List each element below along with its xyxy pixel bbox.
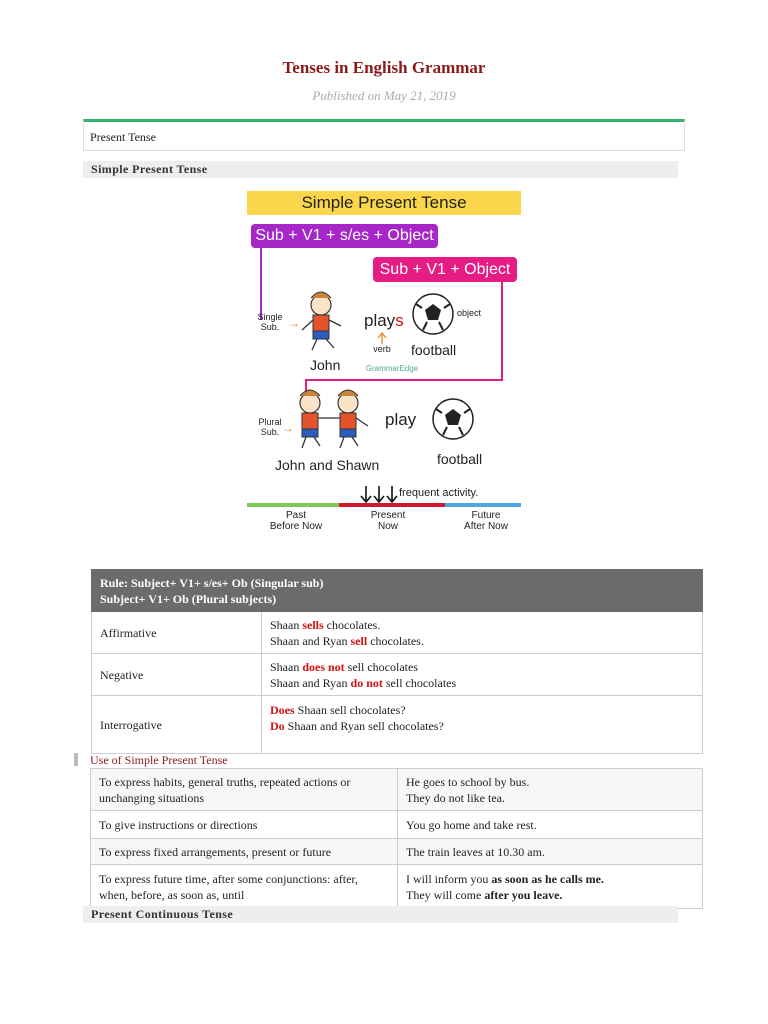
- subhead-simple-present: Simple Present Tense: [83, 161, 678, 178]
- row-label: Negative: [92, 654, 262, 696]
- section-heading: Present Tense: [90, 130, 156, 144]
- table-row: [91, 811, 703, 839]
- watermark-logo: GrammarEdge: [365, 364, 419, 373]
- use-cell: To express fixed arrangements, present or future: [91, 839, 398, 865]
- section-present-tense: [83, 119, 685, 151]
- football-icon-2: [433, 399, 473, 439]
- rule-table-header: [92, 570, 703, 612]
- table-row: [91, 839, 703, 865]
- boy-figure-single: [302, 292, 341, 350]
- simple-present-infographic: [246, 190, 522, 536]
- table-row: [91, 769, 703, 811]
- timeline-label-future: Future After Now: [464, 510, 508, 532]
- table-row: [92, 696, 703, 754]
- boy-figure-plural: [300, 390, 368, 448]
- row-examples: Shaan sells chocolates. Shaan and Ryan sell chocolates.: [262, 612, 703, 654]
- row-label: Affirmative: [92, 612, 262, 654]
- use-cell: To give instructions or directions: [91, 811, 398, 839]
- football-icon-1: [413, 294, 453, 334]
- use-table: [90, 768, 703, 909]
- arrow-right-icon: →: [282, 421, 294, 435]
- object-label: object: [456, 308, 482, 318]
- plural-sub-label: Plural Sub.: [258, 417, 282, 437]
- verb-plural: play: [385, 410, 417, 429]
- row-label: Interrogative: [92, 696, 262, 754]
- use-cell: To express future time, after some conjunctions: after, when, before, as soon as, until: [91, 865, 398, 909]
- section-marker: [74, 753, 78, 766]
- infographic-title: Simple Present Tense: [247, 191, 521, 215]
- example-cell: The train leaves at 10.30 am.: [398, 839, 703, 865]
- use-section-label: Use of Simple Present Tense: [90, 753, 228, 767]
- table-row: [92, 612, 703, 654]
- example-cell: He goes to school by bus. They do not like tea.: [398, 769, 703, 811]
- subhead-present-continuous: Present Continuous Tense: [83, 906, 678, 923]
- row-examples: Does Shaan sell chocolates? Do Shaan and Ryan sell chocolates?: [262, 696, 703, 754]
- name-plural: John and Shawn: [275, 457, 380, 473]
- timeline-label-present: Present Now: [370, 510, 406, 532]
- formula-plural: Sub + V1 + Object: [373, 257, 517, 282]
- object-word-2: football: [437, 451, 483, 467]
- rule-header-cell: Rule: Subject+ V1+ s/es+ Ob (Singular sub) Subject+ V1+ Ob (Plural subjects): [92, 570, 703, 612]
- timeline-label-past: Past Before Now: [269, 510, 323, 532]
- object-word-1: football: [411, 342, 457, 358]
- verb-single: plays: [364, 311, 404, 330]
- timeline-future: [445, 503, 521, 507]
- arrow-right-icon: →: [288, 316, 300, 330]
- rule-table: [91, 569, 703, 754]
- down-arrows-icon: [361, 486, 397, 502]
- formula-singular: Sub + V1 + s/es + Object: [251, 224, 438, 248]
- published-date: Published on May 21, 2019: [312, 88, 456, 103]
- name-single: John: [310, 357, 341, 373]
- example-cell: You go home and take rest.: [398, 811, 703, 839]
- example-cell: I will inform you as soon as he calls me. They will come after you leave.: [398, 865, 703, 909]
- frequent-activity-label: frequent activity.: [399, 487, 479, 499]
- table-row: [91, 865, 703, 909]
- table-row: [92, 654, 703, 696]
- page-title: Tenses in English Grammar: [282, 58, 486, 77]
- row-examples: Shaan does not sell chocolates Shaan and Ryan do not sell chocolates: [262, 654, 703, 696]
- single-sub-label: Single Sub.: [257, 312, 283, 332]
- timeline-present: [339, 503, 445, 507]
- timeline-past: [247, 503, 339, 507]
- verb-label: verb: [373, 344, 391, 354]
- use-cell: To express habits, general truths, repeated actions or unchanging situations: [91, 769, 398, 811]
